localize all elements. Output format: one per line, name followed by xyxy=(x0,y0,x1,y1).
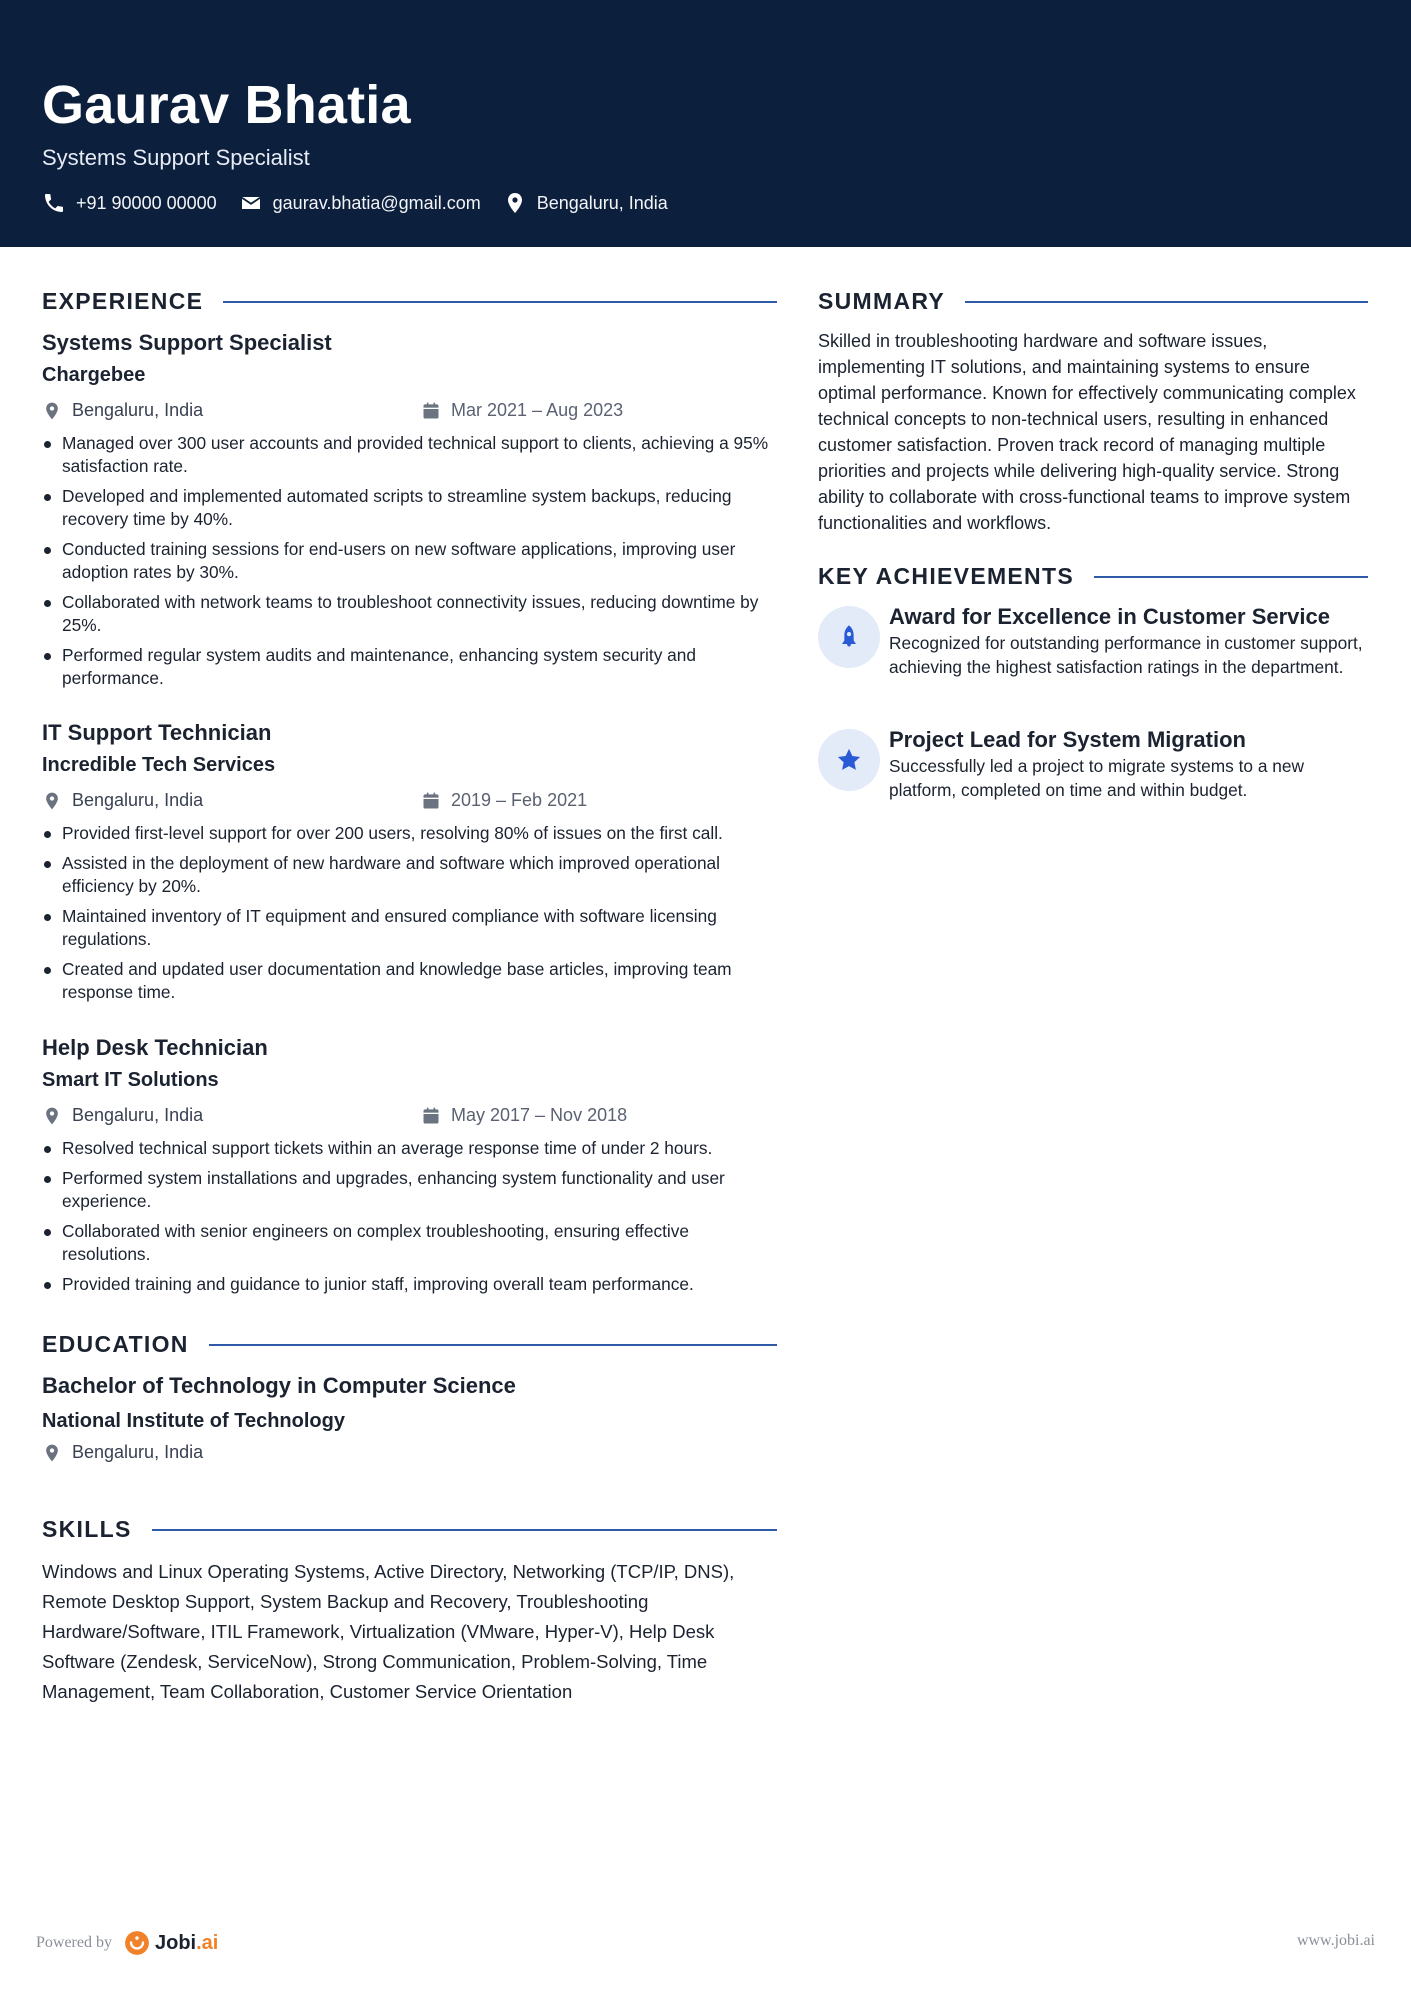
section-divider xyxy=(223,301,777,303)
bullet-item: Managed over 300 user accounts and provided technical support to clients, achieving a 95% satisfaction rate. xyxy=(42,432,777,478)
education-location-text: Bengaluru, India xyxy=(72,1442,204,1462)
skills-title: SKILLS xyxy=(42,1516,132,1542)
achievement-item xyxy=(818,603,1370,679)
job-location-text: Bengaluru, India xyxy=(72,1105,204,1125)
section-divider xyxy=(1094,576,1368,578)
skills-heading xyxy=(42,1516,777,1543)
summary-title: SUMMARY xyxy=(818,288,946,314)
job-company: Smart IT Solutions xyxy=(42,1069,219,1091)
job-dates xyxy=(421,400,623,421)
achievement-body xyxy=(889,603,1370,679)
job-company: Chargebee xyxy=(42,364,146,386)
job-location xyxy=(42,790,203,811)
phone-text[interactable]: +91 90000 00000 xyxy=(76,193,217,213)
experience-title: EXPERIENCE xyxy=(42,288,204,314)
contact-phone xyxy=(42,190,217,216)
resume-header xyxy=(0,0,1411,247)
bullet-item: Provided training and guidance to junior staff, improving overall team performance. xyxy=(42,1273,777,1296)
education-location xyxy=(42,1442,777,1463)
bullet-item: Created and updated user documentation and knowledge base articles, improving team response time. xyxy=(42,958,777,1004)
job-title: Systems Support Specialist xyxy=(42,330,332,355)
section-divider xyxy=(209,1344,777,1346)
brand-suffix: .ai xyxy=(196,1931,219,1954)
bullet-item: Collaborated with network teams to troubleshoot connectivity issues, reducing downtime by 25%. xyxy=(42,591,777,637)
achievement-title: Award for Excellence in Customer Service xyxy=(889,604,1330,629)
job-entry xyxy=(42,718,777,1011)
job-bullets xyxy=(42,432,777,690)
brand-name[interactable] xyxy=(155,1932,218,1955)
calendar-icon xyxy=(421,401,441,421)
education-title: EDUCATION xyxy=(42,1331,189,1357)
email-text[interactable]: gaurav.bhatia@gmail.com xyxy=(272,193,481,213)
bullet-item: Resolved technical support tickets within an average response time of under 2 hours. xyxy=(42,1137,777,1160)
candidate-name: Gaurav Bhatia xyxy=(42,75,411,135)
contact-email xyxy=(239,190,481,216)
location-pin-icon xyxy=(503,191,527,215)
bullet-item: Provided first-level support for over 200 users, resolving 80% of issues on the first call. xyxy=(42,822,777,845)
bullet-item: Collaborated with senior engineers on complex troubleshooting, ensuring effective resolutions. xyxy=(42,1220,777,1266)
skills-text: Windows and Linux Operating Systems, Active Directory, Networking (TCP/IP, DNS), Remote Desktop Support, System Backup and Recovery, Troubleshooting Hardware/Software, ITIL Framework, Virtualization (VMware, Hyper-V), Help Desk Software (Zendesk, ServiceNow), Strong Communication, Problem-Solving, Time Management, Team Collaboration, Customer Service Orientation xyxy=(42,1561,735,1702)
bullet-item: Assisted in the deployment of new hardware and software which improved operational efficiency by 20%. xyxy=(42,852,777,898)
education-school: National Institute of Technology xyxy=(42,1410,345,1432)
contact-location xyxy=(503,190,668,216)
phone-icon xyxy=(42,191,66,215)
star-icon xyxy=(818,729,880,791)
job-location-text: Bengaluru, India xyxy=(72,400,204,420)
job-dates xyxy=(421,790,587,811)
location-pin-icon xyxy=(42,1443,62,1463)
job-company: Incredible Tech Services xyxy=(42,754,276,776)
achievement-body xyxy=(889,726,1370,802)
summary-text: Skilled in troubleshooting hardware and software issues, implementing IT solutions, and maintaining systems to ensure optimal performance. Known for effectively communicating complex technical concepts to non-technical users, resulting in enhanced customer satisfaction. Proven track record of managing multiple priorities and projects while delivering high-quality service. Strong ability to collaborate with cross-functional teams to improve system functionalities and workflows. xyxy=(818,331,1356,533)
section-divider xyxy=(965,301,1368,303)
job-title: IT Support Technician xyxy=(42,720,272,745)
job-title: Help Desk Technician xyxy=(42,1035,268,1060)
bullet-item: Developed and implemented automated scripts to streamline system backups, reducing recovery time by 40%. xyxy=(42,485,777,531)
job-dates-text: 2019 – Feb 2021 xyxy=(451,790,588,810)
job-meta xyxy=(42,790,777,816)
mail-icon xyxy=(239,191,263,215)
achievement-desc: Recognized for outstanding performance in customer support, achieving the highest satisfaction ratings in the department. xyxy=(889,633,1363,677)
job-dates xyxy=(421,1105,627,1126)
footer-url[interactable]: www.jobi.ai xyxy=(1296,1932,1375,1949)
job-bullets xyxy=(42,822,777,1004)
job-bullets xyxy=(42,1137,777,1296)
achievements-title: KEY ACHIEVEMENTS xyxy=(818,563,1074,589)
contact-bar xyxy=(42,190,690,216)
achievements-heading xyxy=(818,563,1368,590)
bullet-item: Performed regular system audits and maintenance, enhancing system security and performance. xyxy=(42,644,777,690)
job-entry xyxy=(42,1033,777,1303)
job-location-text: Bengaluru, India xyxy=(72,790,204,810)
bullet-item: Conducted training sessions for end-users on new software applications, improving user adoption rates by 30%. xyxy=(42,538,777,584)
rocket-icon xyxy=(818,606,880,668)
calendar-icon xyxy=(421,1106,441,1126)
job-dates-text: Mar 2021 – Aug 2023 xyxy=(451,400,624,420)
candidate-role: Systems Support Specialist xyxy=(42,145,310,170)
location-pin-icon xyxy=(42,1106,62,1126)
brand-main: Jobi xyxy=(154,1931,197,1954)
achievement-desc: Successfully led a project to migrate systems to a new platform, completed on time and within budget. xyxy=(889,756,1304,800)
job-location xyxy=(42,1105,203,1126)
education-degree: Bachelor of Technology in Computer Science xyxy=(42,1373,516,1398)
job-meta xyxy=(42,400,777,426)
education-entry xyxy=(42,1371,777,1463)
bullet-item: Maintained inventory of IT equipment and ensured compliance with software licensing regulations. xyxy=(42,905,777,951)
job-entry xyxy=(42,328,777,697)
powered-by-text: Powered by xyxy=(36,1934,112,1951)
summary-heading xyxy=(818,288,1368,315)
calendar-icon xyxy=(421,791,441,811)
jobi-logo-icon xyxy=(124,1930,150,1956)
job-dates-text: May 2017 – Nov 2018 xyxy=(451,1105,628,1125)
job-location xyxy=(42,400,203,421)
location-text: Bengaluru, India xyxy=(536,193,668,213)
location-pin-icon xyxy=(42,791,62,811)
experience-heading xyxy=(42,288,777,315)
achievement-title: Project Lead for System Migration xyxy=(889,727,1246,752)
education-heading xyxy=(42,1331,777,1358)
location-pin-icon xyxy=(42,401,62,421)
section-divider xyxy=(152,1529,777,1531)
bullet-item: Performed system installations and upgrades, enhancing system functionality and user experience. xyxy=(42,1167,777,1213)
achievement-item xyxy=(818,726,1370,802)
job-meta xyxy=(42,1105,777,1131)
footer-branding xyxy=(36,1930,218,1956)
